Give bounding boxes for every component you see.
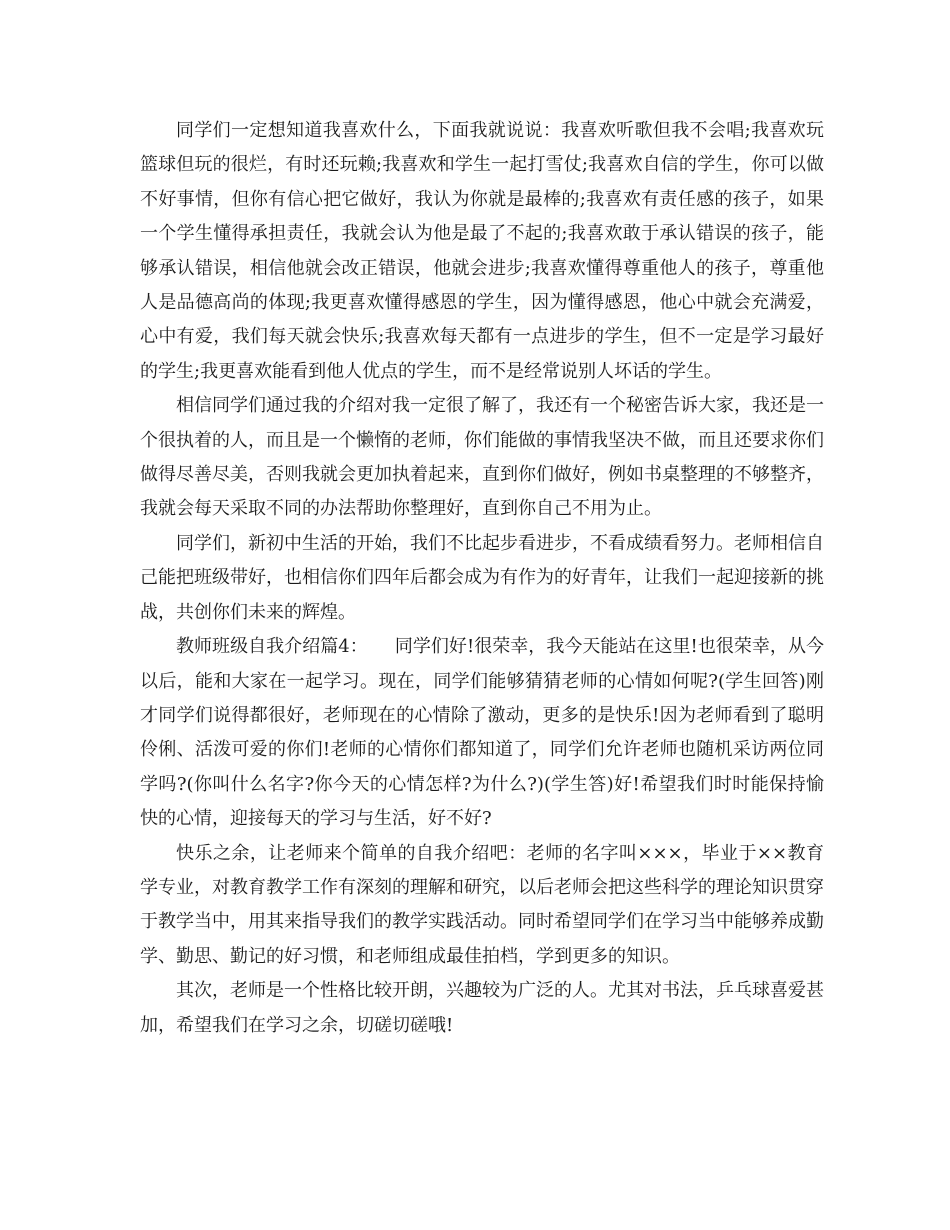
paragraph-secret: 相信同学们通过我的介绍对我一定很了解了，我还有一个秘密告诉大家，我还是一个很执着的人，而且是一个懒惰的老师，你们能做的事情我坚决不做，而且还要求你们做得尽善尽美，否则我就会更加执着起来，直到你们做好，例如书桌整理的不够整齐，我就会每天采取不同的办法帮助你整理好，直到你自己不用为止。 xyxy=(140,395,824,520)
document-body xyxy=(140,114,824,1043)
paragraph-self-intro: 快乐之余，让老师来个简单的自我介绍吧：老师的名字叫×××，毕业于××教育学专业，对教育教学工作有深刻的理解和研究，以后老师会把这些科学的理论知识贯穿于教学当中，用其来指导我们的教学实践活动。同时希望同学们在学习当中能够养成勤学、勤思、勤记的好习惯，和老师组成最佳拍档，学到更多的知识。 xyxy=(140,842,824,967)
paragraph-likes: 同学们一定想知道我喜欢什么，下面我就说说：我喜欢听歌但我不会唱;我喜欢玩篮球但玩的很烂，有时还玩赖;我喜欢和学生一起打雪仗;我喜欢自信的学生，你可以做不好事情，但你有信心把它做好，我认为你就是最棒的;我喜欢有责任感的孩子，如果一个学生懂得承担责任，我就会认为他是最了不起的;我喜欢敢于承认错误的孩子，能够承认错误，相信他就会改正错误，他就会进步;我喜欢懂得尊重他人的孩子，尊重他人是品德高尚的体现;我更喜欢懂得感恩的学生，因为懂得感恩，他心中就会充满爱，心中有爱，我们每天就会快乐;我喜欢每天都有一点进步的学生，但不一定是学习最好的学生;我更喜欢能看到他人优点的学生，而不是经常说别人坏话的学生。 xyxy=(140,120,824,382)
paragraph-new-start: 同学们，新初中生活的开始，我们不比起步看进步，不看成绩看努力。老师相信自己能把班级带好，也相信你们四年后都会成为有作为的好青年，让我们一起迎接新的挑战，共创你们未来的辉煌。 xyxy=(140,532,824,623)
paragraph-hobbies: 其次，老师是一个性格比较开朗，兴趣较为广泛的人。尤其对书法，乒乓球喜爱甚加，希望我们在学习之余，切磋切磋哦! xyxy=(140,980,824,1036)
paragraph-part-4: 教师班级自我介绍篇4： 同学们好!很荣幸，我今天能站在这里!也很荣幸，从今以后，能和大家在一起学习。现在，同学们能够猜猜老师的心情如何呢?(学生回答)刚才同学们说得都很好，老师现在的心情除了激动，更多的是快乐!因为老师看到了聪明伶俐、活泼可爱的你们!老师的心情你们都知道了，同学们允许老师也随机采访两位同学吗?(你叫什么名字?你今天的心情怎样?为什么?)(学生答)好!希望我们时时能保持愉快的心情，迎接每天的学习与生活，好不好? xyxy=(140,636,824,830)
